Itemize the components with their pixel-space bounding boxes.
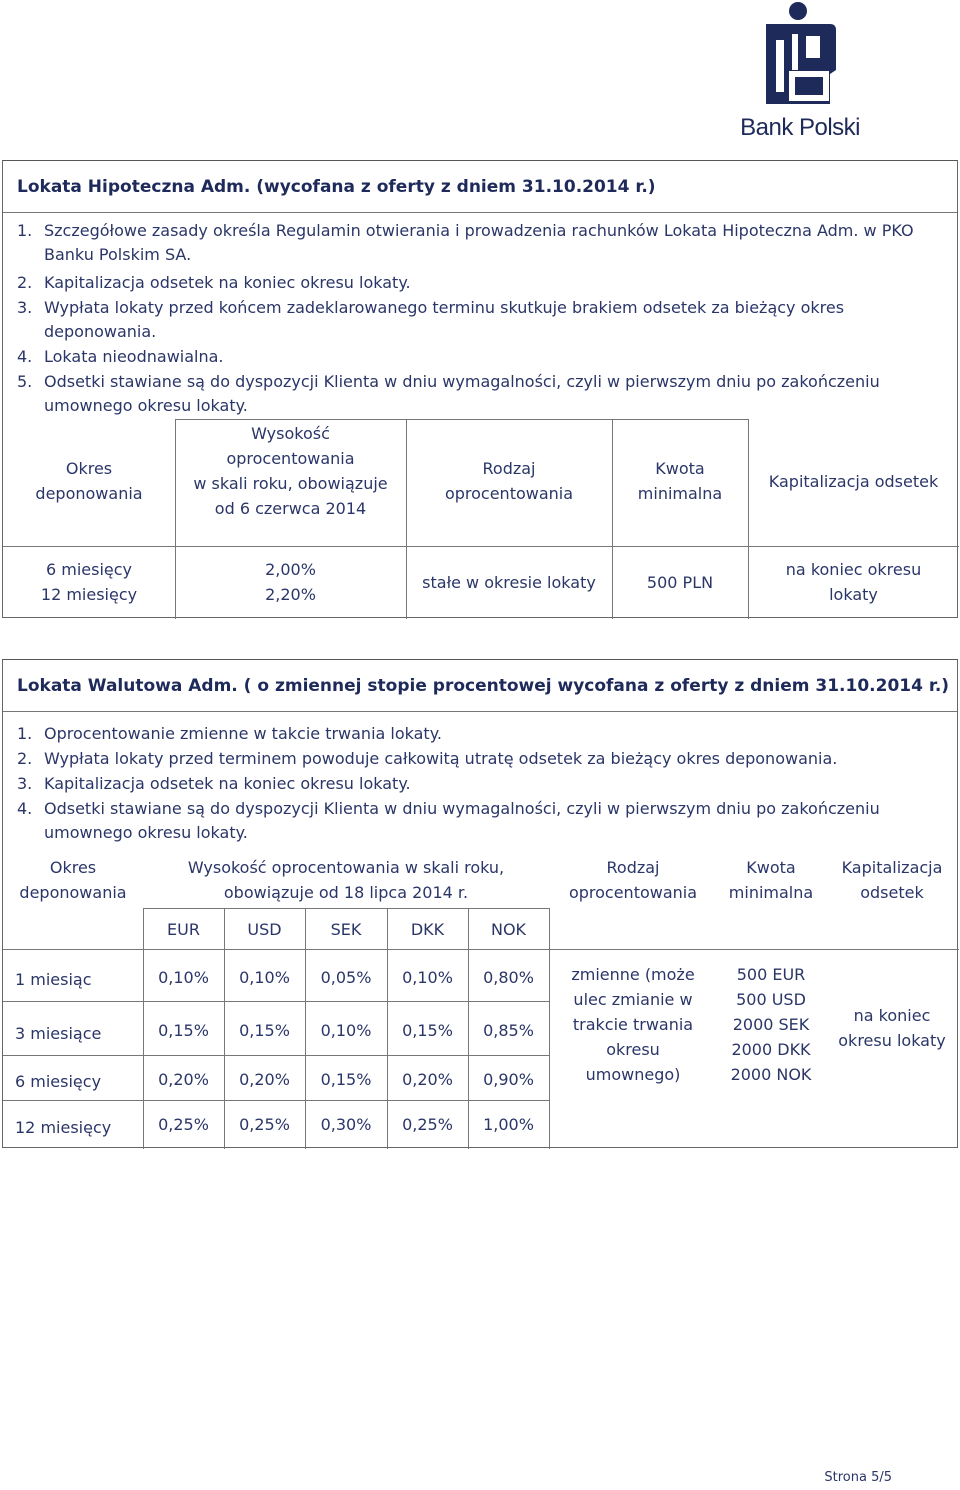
min-amount-cell: 500 EUR 500 USD 2000 SEK 2000 DKK 2000 NOK <box>730 965 812 1084</box>
row-period: 6 miesięcy <box>15 1071 102 1091</box>
rate-cell: 0,15% <box>320 1069 372 1089</box>
list-item: 2. Kapitalizacja odsetek na koniec okresu lokaty. <box>17 273 411 292</box>
row-period: 6 miesięcy 12 miesięcy <box>40 560 138 604</box>
rate-cell: 0,20% <box>402 1069 453 1089</box>
rate-cell: 0,90% <box>483 1069 534 1089</box>
rate-cell: 0,25% <box>158 1114 209 1134</box>
header-amount: Kwota minimalna <box>728 858 814 902</box>
currency-usd: USD <box>247 919 282 939</box>
header-period: Okres deponowania <box>19 858 127 902</box>
currency-nok: NOK <box>490 919 527 939</box>
header-rate: Wysokość oprocentowania w skali roku, obowiązuje od 18 lipca 2014 r. <box>187 858 505 902</box>
list-item: 2. Wypłata lokaty przed terminem powoduje całkowitą utratę odsetek za bieżący okres deponowania. <box>17 749 838 768</box>
rate-cell: 0,80% <box>483 967 534 987</box>
currency-sek: SEK <box>330 919 362 939</box>
list-item: 3. Kapitalizacja odsetek na koniec okresu lokaty. <box>17 774 411 793</box>
bank-name: Bank Polski <box>740 114 860 141</box>
rate-type-cell: zmienne (może ulec zmianie w trakcie trwania okresu umownego) <box>571 965 695 1084</box>
pko-logo <box>752 0 862 112</box>
section-title: Lokata Walutowa Adm. ( o zmiennej stopie procentowej wycofana z oferty z dniem 31.10.2014 r.) <box>17 676 950 696</box>
rate-cell: 0,85% <box>483 1020 534 1040</box>
row-period: 12 miesięcy <box>15 1117 112 1137</box>
rate-cell: 0,10% <box>402 967 453 987</box>
list-item: 5. Odsetki stawiane są do dyspozycji Klienta w dniu wymagalności, czyli w pierwszym dniu po zakończeniu umownego okresu lokaty. <box>17 372 880 415</box>
list-item: 1. Oprocentowanie zmienne w takcie trwania lokaty. <box>17 724 442 743</box>
rate-cell: 0,15% <box>158 1020 209 1040</box>
row-amount: 500 PLN <box>646 572 714 592</box>
header-rate: Wysokość oprocentowania w skali roku, obowiązuje od 6 czerwca 2014 <box>193 424 388 518</box>
pko-logo-icon <box>752 0 862 112</box>
page-number: Strona 5/5 <box>824 1470 892 1485</box>
row-type: stałe w okresie lokaty <box>422 572 596 592</box>
row-period: 1 miesiąc <box>15 969 92 989</box>
rate-cell: 0,25% <box>402 1114 453 1134</box>
list-item: 4. Odsetki stawiane są do dyspozycji Klienta w dniu wymagalności, czyli w pierwszym dniu po zakończeniu umownego okresu lokaty. <box>17 799 880 842</box>
section-hipoteczna <box>2 160 958 618</box>
list-item: 1. Szczegółowe zasady określa Regulamin otwierania i prowadzenia rachunków Lokata Hipoteczna Adm. w PKO Banku Polskim SA. <box>17 221 914 264</box>
rate-cell: 0,15% <box>239 1020 290 1040</box>
capitalization-cell: na koniec okresu lokaty <box>838 1006 946 1050</box>
section-title: Lokata Hipoteczna Adm. (wycofana z oferty z dniem 31.10.2014 r.) <box>17 177 656 197</box>
rate-cell: 0,20% <box>158 1069 209 1089</box>
currency-dkk: DKK <box>410 919 445 939</box>
header-capitalization: Kapitalizacja odsetek <box>841 858 943 902</box>
rate-cell: 0,10% <box>158 967 209 987</box>
list-item: 3. Wypłata lokaty przed końcem zadeklarowanego terminu skutkuje brakiem odsetek za bieżący okres deponowania. <box>17 298 845 341</box>
row-rate: 2,00% 2,20% <box>265 560 316 604</box>
header-type: Rodzaj oprocentowania <box>568 858 698 902</box>
header-amount: Kwota minimalna <box>637 459 723 503</box>
rate-cell: 0,10% <box>320 1020 372 1040</box>
section-walutowa <box>2 659 958 1148</box>
row-period: 3 miesiące <box>15 1023 102 1043</box>
rate-cell: 0,20% <box>239 1069 290 1089</box>
currency-eur: EUR <box>167 919 200 939</box>
rate-cell: 1,00% <box>483 1114 534 1134</box>
rate-cell: 0,15% <box>402 1020 453 1040</box>
rate-cell: 0,05% <box>320 967 372 987</box>
rate-cell: 0,30% <box>320 1114 372 1134</box>
header-capitalization: Kapitalizacja odsetek <box>768 471 939 491</box>
rate-cell: 0,10% <box>239 967 290 987</box>
header-period: Okres deponowania <box>35 459 143 503</box>
row-capitalization: na koniec okresu lokaty <box>785 560 922 604</box>
header-type: Rodzaj oprocentowania <box>444 459 574 503</box>
list-item: 4. Lokata nieodnawialna. <box>17 347 224 366</box>
rate-cell: 0,25% <box>239 1114 290 1134</box>
